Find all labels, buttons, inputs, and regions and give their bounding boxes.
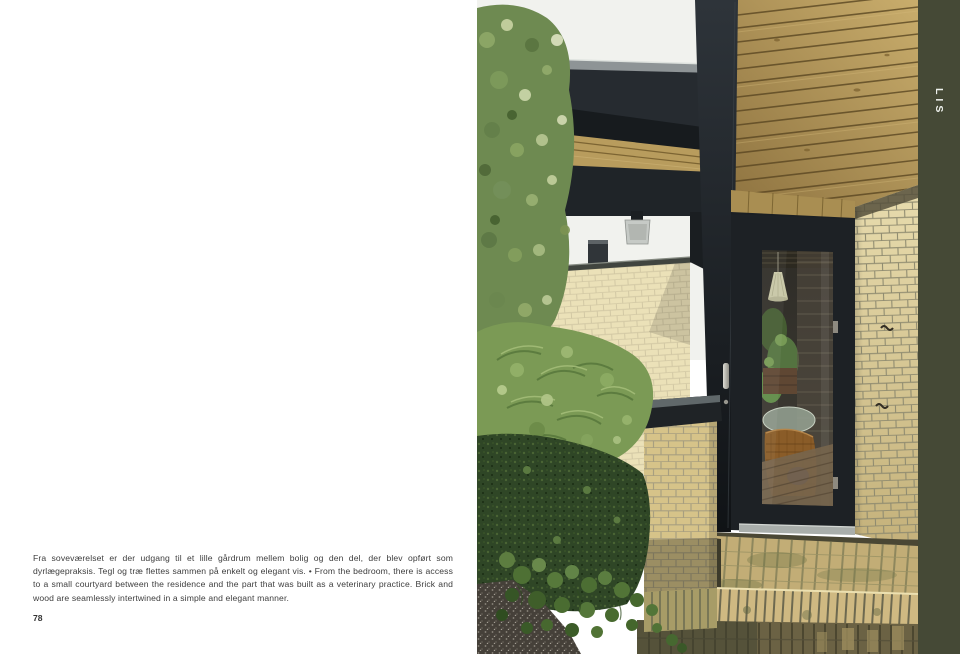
photo-caption: Fra soveværelset er der udgang til et lille gårdrum mellem bolig og den del, der blev opført som dyrlægepraksis. Tegl og træ flettes sammen på enkelt og elegant vis. • From the bedroom, there is access to a small courtyard between the residence and the part that was built as a veterinary practice. Brick and wood are seamlessly intertwined in a simple and elegant manner.	[33, 552, 453, 603]
pine-soffit	[729, 0, 918, 210]
door-glass	[759, 248, 833, 508]
brick-wall-right	[855, 185, 918, 549]
door-hinge	[833, 321, 838, 333]
spine-band	[918, 0, 960, 654]
door-hinge	[833, 477, 838, 489]
brick-pillar	[638, 395, 722, 632]
glass-door	[723, 214, 855, 535]
spine-label: LIS	[933, 88, 945, 117]
door-handle	[723, 363, 729, 389]
trees	[477, 5, 574, 350]
house-exterior-photo	[477, 0, 918, 654]
door-lock	[724, 400, 728, 404]
page-number: 78	[33, 613, 43, 623]
